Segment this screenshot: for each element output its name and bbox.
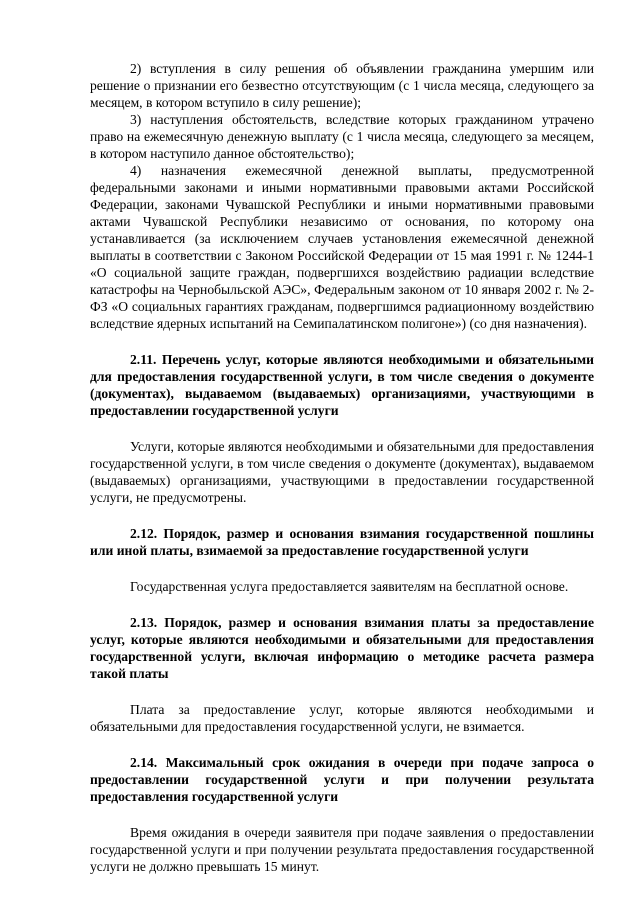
section-heading-2-12: 2.12. Порядок, размер и основания взимания государственной пошлины или иной платы, взимаемой за предоставление государственной услуги — [90, 526, 594, 558]
section-body-2-13: Плата за предоставление услуг, которые являются необходимыми и обязательными для предоставления государственной услуги, не взимается. — [90, 702, 594, 734]
paragraph-item-4: 4) назначения ежемесячной денежной выплаты, предусмотренной федеральными законами и иными нормативными правовыми актами Российской Федерации, законами Чувашской Республики и иными нормативными правовыми актами Чувашской Республики независимо от основания, по которому она устанавливается (за исключением случаев установления ежемесячной денежной выплаты в соответствии с Законом Российской Федерации от 15 мая 1991 г. № 1244-1 «О социальной защите граждан, подвергшихся воздействию радиации вследствие катастрофы на Чернобыльской АЭС», Федеральным законом от 10 января 2002 г. № 2-ФЗ «О социальных гарантиях гражданам, подвергшимся радиационному воздействию вследствие ядерных испытаний на Семипалатинском полигоне») (со дня назначения). — [90, 163, 594, 331]
document-page — [90, 60, 594, 875]
section-heading-2-13: 2.13. Порядок, размер и основания взимания платы за предоставление услуг, которые являются необходимыми и обязательными для предоставления государственной услуги, включая информацию о методике расчета размера такой платы — [90, 615, 594, 681]
section-body-2-12: Государственная услуга предоставляется заявителям на бесплатной основе. — [130, 579, 569, 594]
section-body-2-11: Услуги, которые являются необходимыми и обязательными для предоставления государственной услуги, в том числе сведения о документе (документах), выдаваемом (выдаваемых) организациями, участвующими в предоставлении государственной услуги, не предусмотрены. — [90, 439, 594, 505]
paragraph-item-2: 2) вступления в силу решения об объявлении гражданина умершим или решение о признании его безвестно отсутствующим (с 1 числа месяца, следующего за месяцем, в котором вступило в силу решение); — [90, 61, 594, 110]
paragraph-item-3: 3) наступления обстоятельств, вследствие которых гражданином утрачено право на ежемесячную денежную выплату (с 1 числа месяца, следующего за месяцем, в котором наступило данное обстоятельство); — [90, 112, 594, 161]
section-heading-2-11: 2.11. Перечень услуг, которые являются необходимыми и обязательными для предоставления государственной услуги, в том числе сведения о документе (документах), выдаваемом (выдаваемых) организациями, участвующими в предоставлении государственной услуги — [90, 352, 594, 418]
section-heading-2-14: 2.14. Максимальный срок ожидания в очереди при подаче запроса о предоставлении государственной услуги и при получении результата предоставления государственной услуги — [90, 755, 594, 804]
section-body-2-14: Время ожидания в очереди заявителя при подаче заявления о предоставлении государственной услуги и при получении результата предоставления государственной услуги не должно превышать 15 минут. — [90, 825, 594, 874]
